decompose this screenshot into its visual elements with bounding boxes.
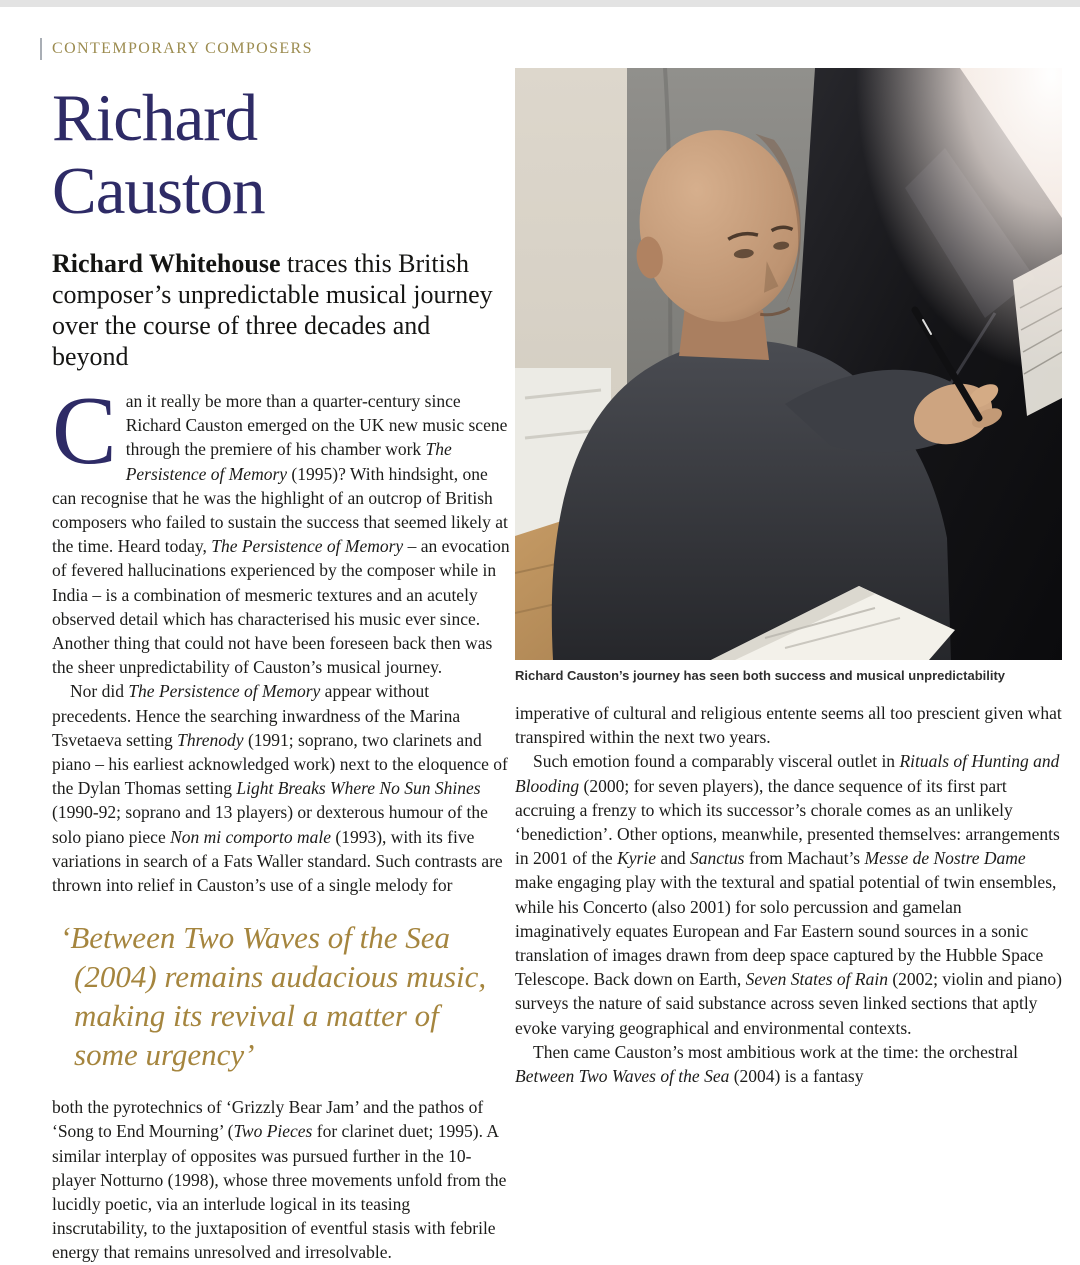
column2-paragraph-1: imperative of cultural and religious entente seems all too prescient given what transpired within the next two years.: [515, 703, 1062, 748]
article-title: [52, 82, 510, 228]
pull-quote: ‘Between Two Waves of the Sea (2004) remains audacious music, making its revival a matter of some urgency’: [60, 920, 487, 1073]
photo-light-flare: [845, 68, 1062, 398]
section-header-label: CONTEMPORARY COMPOSERS: [52, 40, 313, 57]
left-column: [52, 7, 510, 1265]
article-title-line2: Causton: [52, 154, 265, 228]
standfirst: Richard Whitehouse traces this British composer’s unpredictable musical journey over the course of three decades and beyond: [52, 249, 493, 371]
composer-photo: [515, 68, 1062, 660]
section-header-rule: [40, 38, 42, 60]
body-paragraph-1-text: an it really be more than a quarter-century since Richard Causton emerged on the UK new music scene through the premiere of his chamber work The Persistence of Memory (1995)? With hindsight, one can recognise that he was the highlight of an outcrop of British composers who failed to sustain the success that seemed likely at the time. Heard today, The Persistence of Memory – an evocation of fevered hallucinations experienced by the composer while in India – is a combination of mesmeric textures and an acutely observed detail which has characterised his music ever since. Another thing that could not have been foreseen back then was the sheer unpredictability of Causton’s musical journey.: [52, 391, 510, 678]
article-title-line1: Richard: [52, 81, 258, 155]
body-paragraph-2: Nor did The Persistence of Memory appear without precedents. Hence the searching inwardness of the Marina Tsvetaeva setting Threnody (1991; soprano, two clarinets and piano – his earliest acknowledged work) next to the eloquence of the Dylan Thomas setting Light Breaks Where No Sun Shines (1990-92; soprano and 13 players) or dexterous humour of the solo piano piece Non mi comporto male (1993), with its five variations in search of a Fats Waller standard. Such contrasts are thrown into relief in Causton’s use of a single melody for: [52, 681, 508, 896]
photo-caption: Richard Causton’s journey has seen both success and musical unpredictability: [515, 668, 1006, 683]
body-paragraph-3: both the pyrotechnics of ‘Grizzly Bear Jam’ and the pathos of ‘Song to End Mourning’ (Two Pieces for clarinet duet; 1995). A similar interplay of opposites was pursued further in the 10-player Notturno (1998), whose three movements unfold from the lucidly poetic, via an interlude logical in its teasing inscrutability, to the juxtaposition of eventful stasis with febrile energy that remains unresolved and irresolvable.: [52, 1097, 507, 1263]
right-column: [515, 68, 1062, 1088]
page-top-band: [0, 0, 1080, 7]
column2-paragraph-3: Then came Causton’s most ambitious work at the time: the orchestral Between Two Waves of the Sea (2004) is a fantasy: [515, 1041, 1019, 1087]
body-paragraph-1: [52, 377, 510, 679]
column2-paragraph-2: Such emotion found a comparably visceral outlet in Rituals of Hunting and Blooding (2000; for seven players), the dance sequence of its first part accruing a frenzy to which its successor’s chorale comes as an unlikely ‘benediction’. Other options, meanwhile, presented themselves: arrangements in 2001 of the Kyrie and Sanctus from Machaut’s Messe de Nostre Dame make engaging play with the textural and spatial potential of twin ensembles, while his Concerto (also 2001) for solo percussion and gamelan imaginatively equates European and Far Eastern sound sources in a sonic translation of images drawn from deep space captured by the Hubble Space Telescope. Back down on Earth, Seven States of Rain (2002; violin and piano) surveys the nature of said substance across seven linked sections that aptly evoke varying geographical and environmental contexts.: [515, 751, 1062, 1038]
section-header: [52, 38, 510, 60]
drop-cap: C: [52, 377, 117, 484]
